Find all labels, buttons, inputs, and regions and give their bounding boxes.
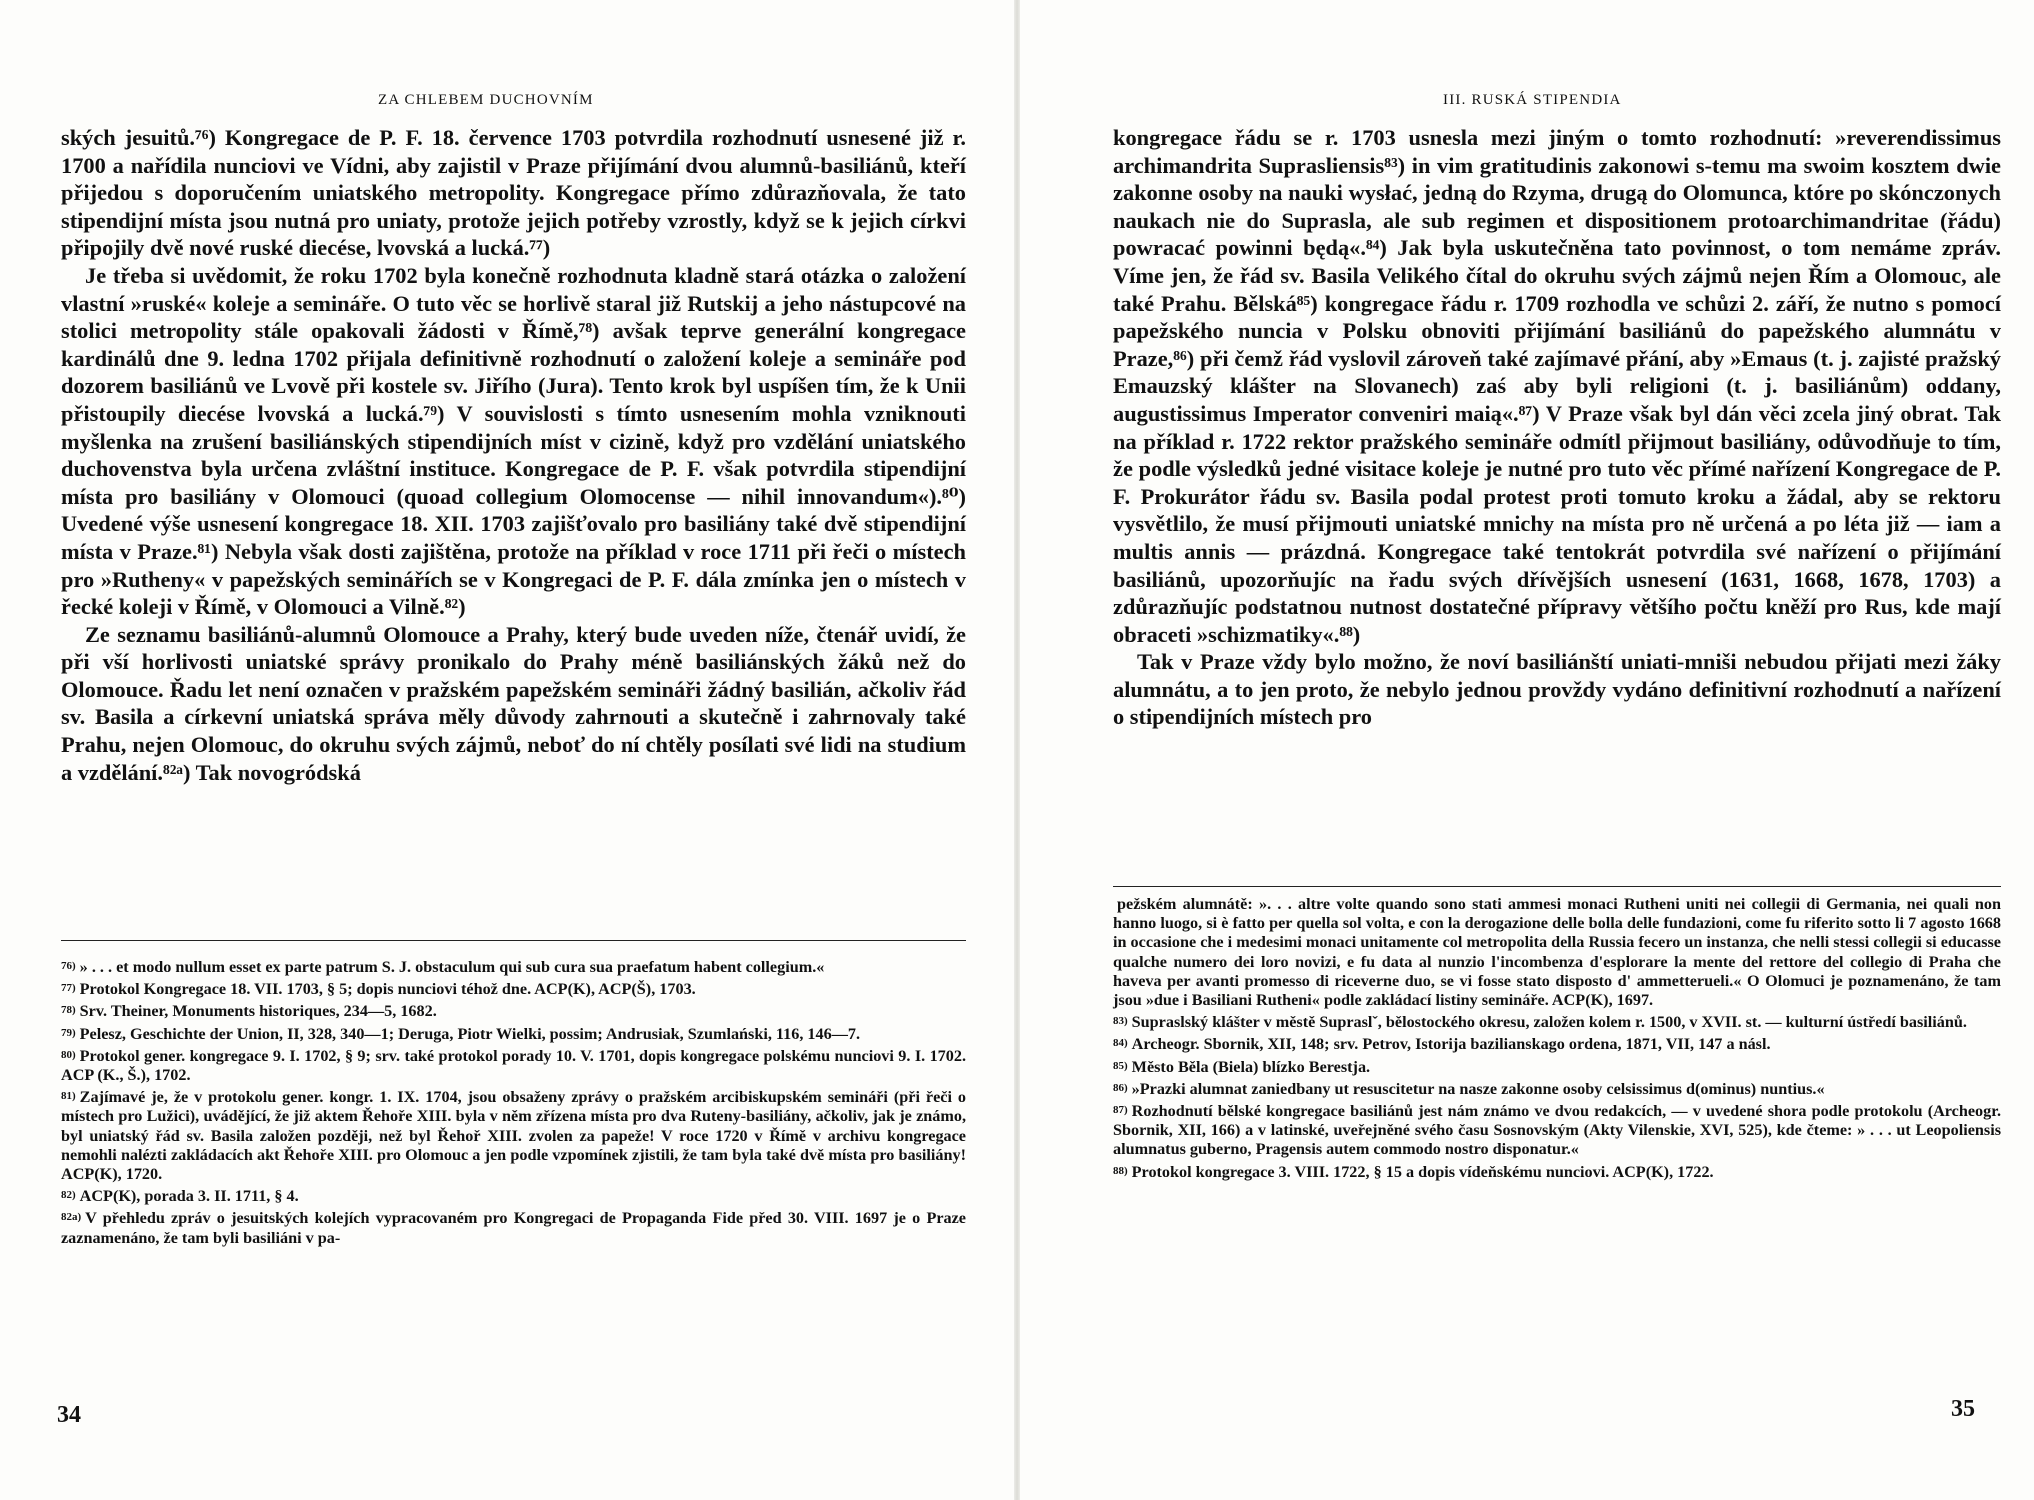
- footnote-number: 77): [61, 982, 76, 995]
- footnote-text: »Prazki alumnat zaniedbany ut resuscitetur na nasze zakonne osoby celsissimus d(ominus) nuntius.«: [1131, 1079, 1825, 1098]
- footnote: [1113, 1057, 2001, 1077]
- footnote-number: 82a): [61, 1211, 82, 1224]
- footnote-number: 88): [1113, 1164, 1128, 1177]
- footnote: [61, 1186, 966, 1206]
- footnote-text: Protokol gener. kongregace 9. I. 1702, § 9; srv. také protokol porady 10. V. 1701, dopis kongregace polskému nunciovi 9. I. 1702. ACP (K., Š.), 1702.: [61, 1046, 966, 1085]
- footnote-rule: [61, 940, 966, 941]
- footnote-text: Supraslský klášter v městě Supraslˇ, bělostockého okresu, založen kolem r. 1500, v XVII. st. — kulturní ústředí basiliánů.: [1131, 1013, 1967, 1032]
- footnote-text: V přehledu zpráv o jesuitských kolejích vypracovaném pro Kongregaci de Propaganda Fide před 30. VIII. 1697 je o Praze zaznamenáno, že tam byli basiliáni v pa-: [61, 1209, 966, 1247]
- footnote-text: Archeogr. Sbornik, XII, 148; srv. Petrov, Istorija bazilianskago ordena, 1871, VII, 147 a násl.: [1131, 1035, 1771, 1054]
- footnote-number: 86): [1113, 1081, 1128, 1094]
- footnote-number: 82): [61, 1189, 76, 1202]
- footnote-number: 80): [61, 1048, 76, 1061]
- page-number-left: 34: [57, 1402, 81, 1428]
- paragraph: ských jesuitů.⁷⁶) Kongregace de P. F. 18. července 1703 potvrdila rozhodnutí usnesené již r. 1700 a nařídila nunciovi ve Vídni, aby zajistil v Praze přijímání dvou alumnů-basiliánů, kteří přijedou s doporučením uniatského metropolity. Kongregace přímo zdůrazňovala, že tato stipendijní místa jsou nutná pro uniaty, protože jejich potřeby vzrostly, když se k jejich církvi připojily dvě nové ruské diecése, lvovská a lucká.⁷⁷): [61, 125, 966, 261]
- footnote-rule: [1113, 886, 2001, 887]
- footnote-text: Protokol kongregace 3. VIII. 1722, § 15 a dopis vídeňskému nunciovi. ACP(K), 1722.: [1131, 1162, 1714, 1181]
- paragraph: Ze seznamu basiliánů-alumnů Olomouce a Prahy, který bude uveden níže, čtenář uvidí, že při vší horlivosti uniatské správy pronikalo do Prahy méně basiliánských žáků než do Olomouce. Řadu let není označen v pražském papežském semináři žádný basilián, ačkoliv řád sv. Basila a církevní uniatská správa měly důvody zahrnouti a skutečně i zahrnovaly také Prahu, nejen Olomouc, do okruhu svých zájmů, neboť do ní chtěly posílati své lidi na studium a vzdělání.⁸²ᵃ) Tak novogródská: [61, 621, 966, 785]
- footnote-number: 81): [61, 1090, 76, 1103]
- paragraph: Tak v Praze vždy bylo možno, že noví basiliánští uniati-mniši nebudou přijati mezi žáky alumnátu, a to jen proto, že nebylo jednou provždy vydáno definitivní rozhodnutí a nařízení o stipendijních místech pro: [1113, 649, 2001, 730]
- footnotes-left: [61, 957, 966, 1250]
- footnote: [61, 1208, 966, 1247]
- footnote: [1113, 1012, 2001, 1032]
- footnote: [1113, 894, 2001, 1010]
- footnote: [1113, 1162, 2001, 1182]
- running-head-right: III. RUSKÁ STIPENDIA: [1443, 92, 1622, 108]
- footnote-number: 76): [61, 960, 76, 972]
- footnote: [1113, 1034, 2001, 1054]
- footnote-text: » . . . et modo nullum esset ex parte patrum S. J. obstaculum qui sub cura sua praefatum habent collegium.«: [79, 958, 825, 976]
- footnote: [61, 957, 966, 977]
- footnote: [1113, 1101, 2001, 1160]
- footnote: [61, 1001, 966, 1021]
- footnotes-right: [1113, 894, 2001, 1184]
- page-number-right: 35: [1951, 1396, 1975, 1422]
- footnote-text: ACP(K), porada 3. II. 1711, § 4.: [79, 1187, 299, 1206]
- footnote-text: Rozhodnutí bělské kongregace basiliánů jest nám známo ve dvou redakcích, — v uvedené shora podle protokolu (Archeogr. Sbornik, XII, 166) a v latinské, uveřejněné svého času Sosnovským (Akty Vilenskie, XVI, 525), kde čteme: » . . . ut Leopoliensis alumnatus guberno, Pragensis autem commodo nostro disponatur.«: [1113, 1102, 2001, 1159]
- footnote-number: 85): [1113, 1059, 1128, 1072]
- footnote-text: Město Běla (Biela) blízko Berestja.: [1131, 1057, 1371, 1076]
- footnote-text: Pelesz, Geschichte der Union, II, 328, 340—1; Deruga, Piotr Wielki, possim; Andrusiak, Szumlański, 116, 146—7.: [79, 1024, 861, 1043]
- main-text-left: [61, 124, 966, 786]
- footnote-number: 78): [61, 1004, 76, 1017]
- running-head-left: ZA CHLEBEM DUCHOVNÍM: [378, 92, 594, 108]
- footnote-number: 87): [1113, 1104, 1128, 1117]
- footnote: [1113, 1079, 2001, 1099]
- footnote-number: 79): [61, 1026, 76, 1039]
- footnote-text: Srv. Theiner, Monuments historiques, 234—5, 1682.: [79, 1002, 437, 1021]
- footnote-text: pežském alumnátě: ». . . altre volte quando sono stati ammesi monaci Rutheni uniti nei collegii di Germania, nei quali non hanno luogo, si è fatto per quella sol volta, e con la derogazione delle bolla delle fundazioni, come fu riferito sotto li 7 agosto 1668 in occasione che i medesimi monaci unitamente col metropolita della Russia fecero un instanza, che nelli stessi collegii si educasse qualche numero dei loro novizi, e fu data al nunzio l'incombenza d'esplorare la mente del rettore del collegio di Praha che haveva per avanti promesso di riceverne duo, se vi fosse stato disposto d' ammetterueli.« O Olomuci je poznamenáno, že tam jsou »due i Basiliani Rutheni« podle zakládací listiny semináře. ACP(K), 1697.: [1113, 895, 2001, 1010]
- footnote-number: 84): [1113, 1037, 1128, 1050]
- footnote-number: 83): [1113, 1015, 1128, 1028]
- footnote: [61, 1046, 966, 1085]
- paragraph: Je třeba si uvědomit, že roku 1702 byla konečně rozhodnuta kladně stará otázka o založení vlastní »ruské« koleje a semináře. O tuto věc se horlivě staral již Rutskij a jeho nástupcové na stolici metropolity stále opakovali žádosti v Římě,⁷⁸) avšak teprve generální kongregace kardinálů dne 9. ledna 1702 přijala definitivně rozhodnutí o založení koleje a semináře pod dozorem basiliánů ve Lvově při kostele sv. Jiřího (Jura). Tento krok byl uspíšen tím, že k Unii přistoupily diecése lvovská a lucká.⁷⁹) V souvislosti s tímto usnesením mohla vzniknouti myšlenka na zrušení basiliánských stipendijních míst v cizině, když pro vzdělání uniatského duchovenstva byla určena zvláštní instituce. Kongregace de P. F. však potvrdila stipendijní místa pro basiliány v Olomouci (quoad collegium Olomocense — nihil innovandum«).⁸⁰) Uvedené výše usnesení kongregace 18. XII. 1703 zajišťovalo pro basiliány také dvě stipendijní místa v Praze.⁸¹) Nebyla však dosti zajištěna, protože na příklad v roce 1711 při řeči o místech pro »Rutheny« v papežských seminářích se v Kongregaci de P. F. dála zmínka jen o místech v řecké koleji v Římě, v Olomouci a Vilně.⁸²): [61, 262, 966, 620]
- paragraph: kongregace řádu se r. 1703 usnesla mezi jiným o tomto rozhodnutí: »reverendissimus archimandrita Suprasliensis⁸³) in vim gratitudinis zakonowi s-temu ma swoim kosztem dwie zakonne osoby na nauki wysłać, jedną do Rzyma, drugą do Olomunca, które po skónczonych naukach nie do Suprasla, ale sub regimen et dispositionem protoarchimandritae (řádu) powracać powinni będą«.⁸⁴) Jak byla uskutečněna tato povinnost, o tom nemáme zpráv. Víme jen, že řád sv. Basila Velikého čítal do okruhu svých zájmů nejen Řím a Olomouc, ale také Prahu. Bělská⁸⁵) kongregace řádu r. 1709 rozhodla ve schůzi 2. září, že nutno s pomocí papežského nuncia v Polsku obnoviti přijímání basiliánů do papežského alumnátu v Praze,⁸⁶) při čemž řád vyslovil zároveň také zajímavé přání, aby »Emaus (t. j. zajisté pražský Emauzský klášter na Slovanech) zaś aby byli religioni (t. j. basiliánům) oddany, augustissimus Imperator conveniri maią«.⁸⁷) V Praze však byl dán věci zcela jiný obrat. Tak na příklad r. 1722 rektor pražského semináře odmítl přijmout basiliány, odůvodňuje to tím, že podle výsledků jedné visitace koleje je nutné pro tuto věc přímé nařízení Kongregace de P. F. Prokurátor řádu sv. Basila podal protest proti tomuto kroku a žádal, aby se rektoru vysvětlilo, že musí přijmouti uniatské mnichy na místa pro ně určená a po léta již — iam a multis annis — prázdná. Kongregace také tentokrát potvrdila své nařízení o přijímání basiliánů, upozorňujíc na řadu svých dřívějších usnesení (1631, 1668, 1678, 1703) a zdůrazňujíc podstatnou nutnost dostatečné přípravy většího počtu kněží pro Rus, kde mají obraceti »schizmatiky«.⁸⁸): [1113, 125, 2001, 647]
- footnote: [61, 979, 966, 999]
- footnote: [61, 1024, 966, 1044]
- right-page: [1017, 0, 2034, 1500]
- main-text-right: [1113, 124, 2001, 731]
- footnote: [61, 1087, 966, 1184]
- footnote-text: Zajímavé je, že v protokolu gener. kongr. 1. IX. 1704, jsou obsaženy zprávy o pražském arcibiskupském semináři (při řeči o místech pro Lužici), uvádějící, že již aktem Řehoře XIII. byla v něm zřízena místa pro dva Ruteny-basiliány, ačkoliv, jak je známo, byl uniatský řád sv. Basila založen později, než byl Řehoř XIII. zvolen za papeže! V roce 1720 v Římě v archivu kongregace nemohli nalézti zakládacích akt Řehoře XIII. pro Olomouc a jen podle vzpomínek zjistili, že tam byla také dvě místa pro basiliány! ACP(K), 1720.: [61, 1088, 966, 1184]
- footnote-text: Protokol Kongregace 18. VII. 1703, § 5; dopis nunciovi téhož dne. ACP(K), ACP(Š), 1703.: [79, 980, 696, 999]
